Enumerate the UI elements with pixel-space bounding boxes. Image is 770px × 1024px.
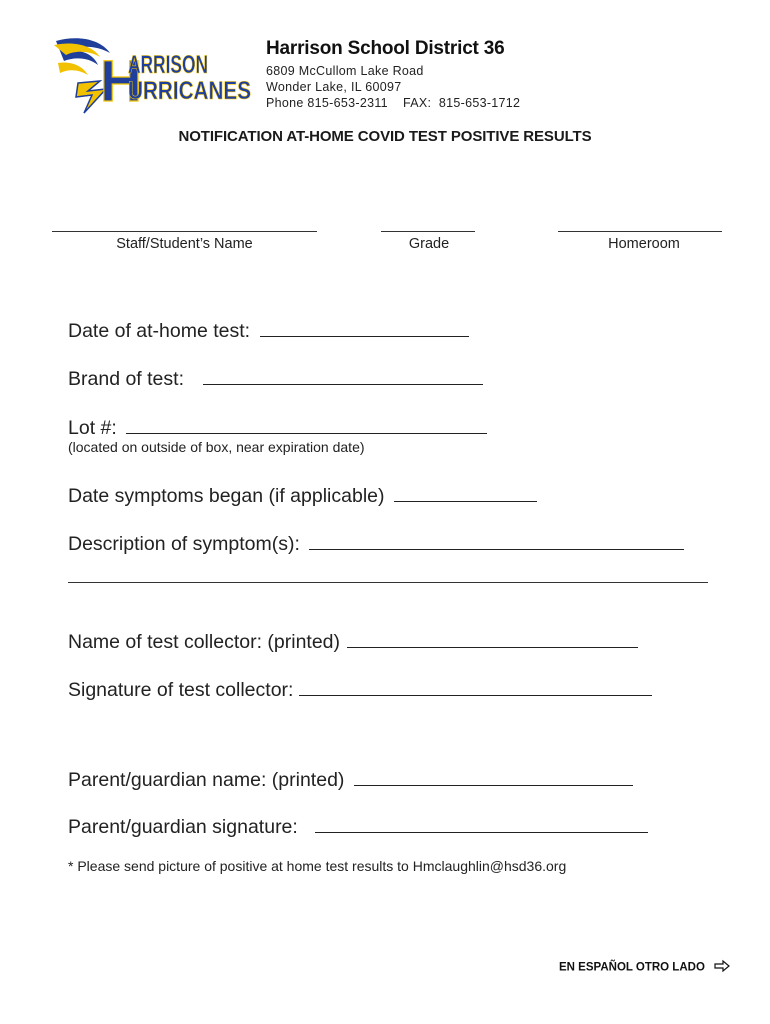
collector-name-field	[68, 629, 638, 654]
collector-signature-label: Signature of test collector:	[68, 679, 294, 701]
description-label: Description of symptom(s):	[68, 533, 300, 555]
school-name: Harrison School District 36	[266, 38, 505, 59]
symptoms-began-blank[interactable]	[394, 483, 537, 502]
arrow-right-icon	[714, 960, 730, 975]
lot-note: (located on outside of box, near expiration date)	[68, 439, 365, 455]
spanish-version-label: EN ESPAÑOL OTRO LADO	[559, 961, 705, 974]
name-blank-line[interactable]	[52, 231, 317, 232]
logo-line2: URRICANES	[128, 77, 251, 105]
collector-signature-blank[interactable]	[299, 677, 652, 696]
document-title: NOTIFICATION AT-HOME COVID TEST POSITIVE RESULTS	[178, 128, 592, 145]
description-field	[68, 531, 684, 556]
logo-initial: H	[100, 49, 142, 114]
school-logo	[48, 33, 253, 118]
grade-label: Grade	[408, 236, 450, 252]
phone-fax-line: Phone 815-653-2311 FAX: 815-653-1712	[266, 96, 521, 110]
lot-blank[interactable]	[126, 415, 487, 434]
brand-field	[68, 366, 483, 391]
parent-signature-field	[68, 814, 648, 839]
parent-signature-blank[interactable]	[315, 814, 648, 833]
brand-blank[interactable]	[203, 366, 483, 385]
test-date-field	[68, 318, 469, 343]
symptoms-began-field	[68, 483, 537, 508]
collector-name-label: Name of test collector: (printed)	[68, 631, 341, 653]
lot-label: Lot #:	[68, 417, 117, 439]
collector-name-blank[interactable]	[347, 629, 638, 648]
grade-blank-line[interactable]	[381, 231, 475, 232]
description-blank[interactable]	[309, 531, 684, 550]
collector-signature-field	[68, 677, 652, 702]
test-date-label: Date of at-home test:	[68, 320, 251, 342]
test-date-blank[interactable]	[260, 318, 469, 337]
brand-label: Brand of test:	[68, 368, 184, 390]
description-blank-line-2[interactable]	[68, 582, 708, 583]
parent-name-label: Parent/guardian name: (printed)	[68, 769, 345, 791]
symptoms-began-label: Date symptoms began (if applicable)	[68, 485, 385, 507]
homeroom-label: Homeroom	[608, 236, 680, 252]
lot-field	[68, 415, 487, 440]
parent-name-field	[68, 767, 633, 792]
logo-line1: ARRISON	[128, 51, 208, 79]
address-line-1: 6809 McCullom Lake Road	[266, 64, 424, 78]
parent-signature-label: Parent/guardian signature:	[68, 816, 298, 838]
name-label: Staff/Student’s Name	[116, 236, 253, 252]
submission-note: * Please send picture of positive at home test results to Hmclaughlin@hsd36.org	[68, 858, 567, 874]
homeroom-blank-line[interactable]	[558, 231, 722, 232]
address-line-2: Wonder Lake, IL 60097	[266, 80, 402, 94]
parent-name-blank[interactable]	[354, 767, 633, 786]
spanish-version-link[interactable]	[559, 960, 730, 975]
